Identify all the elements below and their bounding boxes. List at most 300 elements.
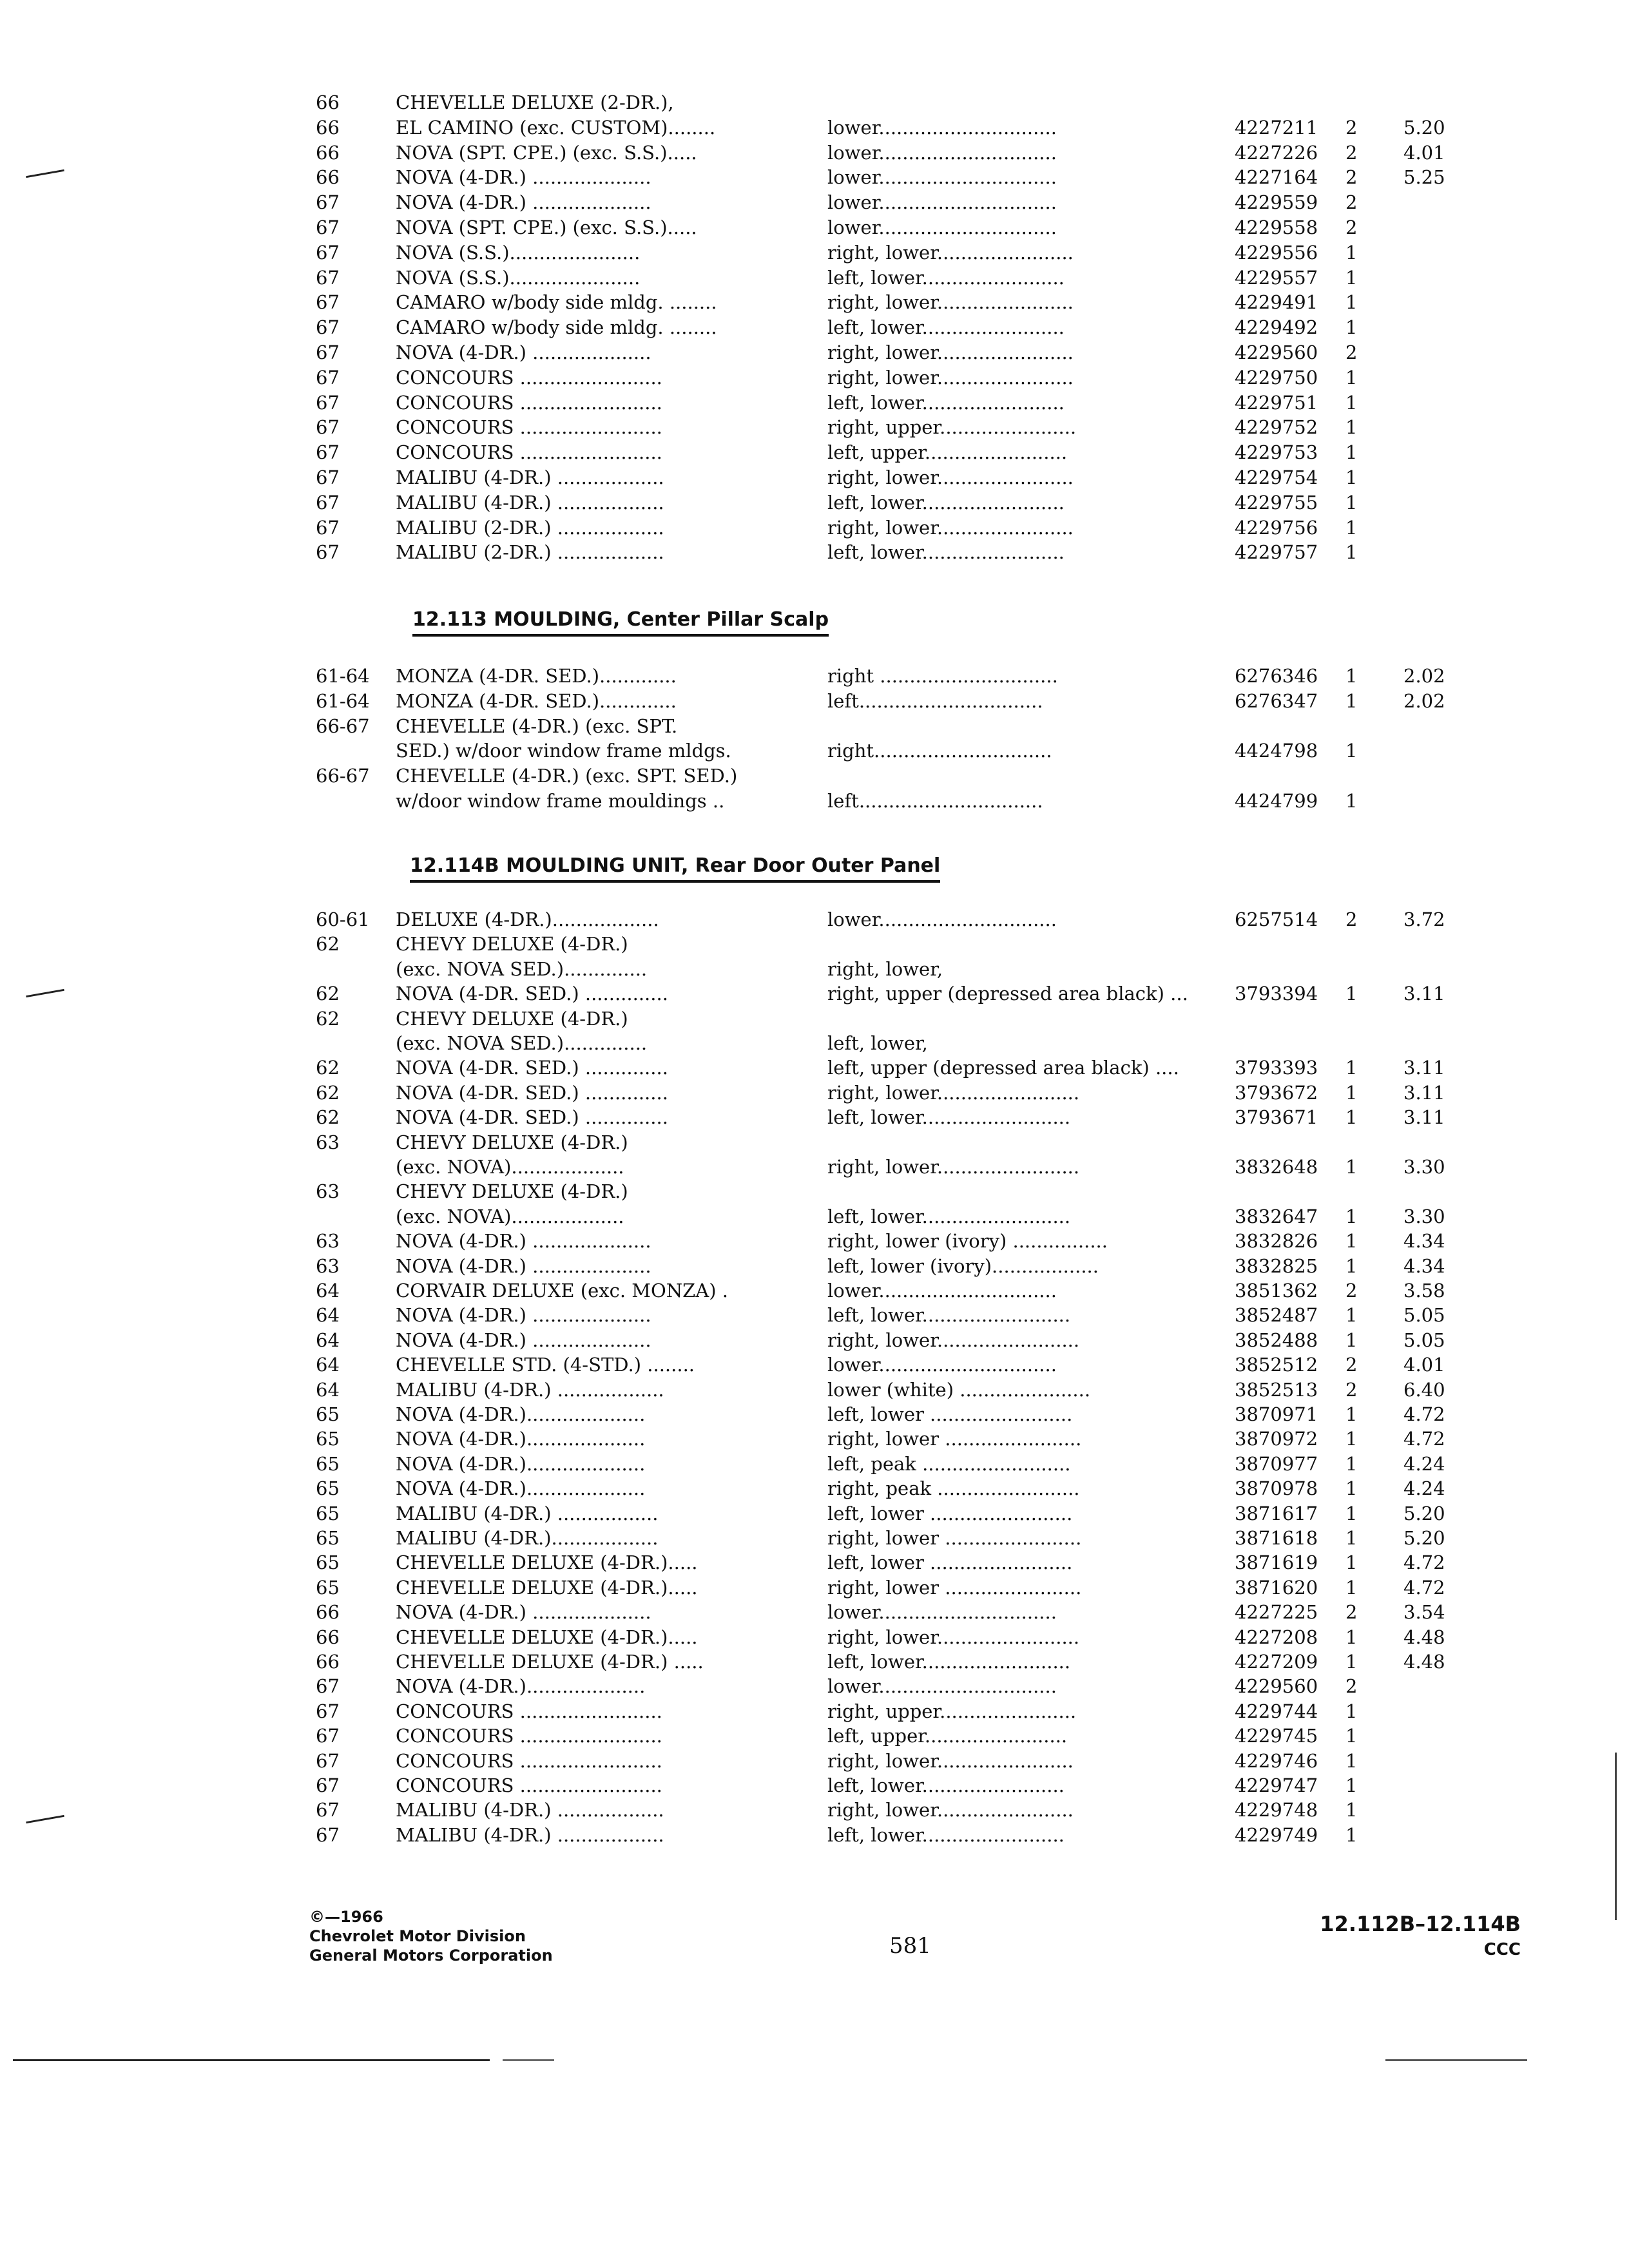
quantity: 1 <box>1345 1255 1358 1277</box>
model-year: 66 <box>316 1651 340 1673</box>
list-price: 4.34 <box>1403 1255 1445 1277</box>
model-year: 62 <box>316 1057 340 1079</box>
part-number: 4227225 <box>1235 1601 1318 1623</box>
page-number: 581 <box>889 1933 931 1959</box>
model-year: 63 <box>316 1180 340 1202</box>
part-number: 3832825 <box>1235 1255 1318 1277</box>
part-description: right.............................. <box>827 740 1052 762</box>
part-description: left, lower........................ <box>827 492 1065 514</box>
model-year: 67 <box>316 1700 340 1722</box>
table-row <box>0 1402 1629 1427</box>
model-name: NOVA (4-DR. SED.) .............. <box>396 1082 668 1104</box>
model-name: NOVA (4-DR.).................... <box>396 1453 646 1475</box>
part-description: right, lower........................ <box>827 1156 1080 1178</box>
table-row <box>0 465 1629 490</box>
model-name: CONCOURS ........................ <box>396 1774 662 1796</box>
model-year: 67 <box>316 1725 340 1747</box>
list-price: 5.20 <box>1403 1527 1445 1549</box>
copyright-line: ©—1966 <box>309 1908 383 1926</box>
table-row <box>0 664 1629 688</box>
model-name: CHEVELLE DELUXE (4-DR.)..... <box>396 1577 698 1599</box>
table-row <box>0 1452 1629 1476</box>
quantity: 1 <box>1345 316 1358 338</box>
quantity: 1 <box>1345 1503 1358 1524</box>
table-row <box>0 1352 1629 1377</box>
quantity: 1 <box>1345 983 1358 1004</box>
table-row <box>0 365 1629 390</box>
quantity: 1 <box>1345 1552 1358 1573</box>
model-name: NOVA (4-DR.).................... <box>396 1403 646 1425</box>
model-year: 61-64 <box>316 665 370 687</box>
part-description: right, lower....................... <box>827 517 1074 539</box>
model-year: 66 <box>316 1601 340 1623</box>
model-name: SED.) w/door window frame mldgs. <box>396 740 731 762</box>
part-number: 4227164 <box>1235 166 1318 188</box>
list-price: 4.72 <box>1403 1577 1445 1599</box>
part-description: left............................... <box>827 690 1043 712</box>
model-year: 67 <box>316 341 340 363</box>
model-year: 67 <box>316 392 340 414</box>
part-number: 3871618 <box>1235 1527 1318 1549</box>
part-description: right .............................. <box>827 665 1058 687</box>
quantity: 1 <box>1345 492 1358 514</box>
model-name: MALIBU (4-DR.) .................. <box>396 1379 664 1401</box>
model-name: CHEVELLE DELUXE (4-DR.)..... <box>396 1552 698 1573</box>
list-price: 5.20 <box>1403 117 1445 139</box>
part-description: right, lower....................... <box>827 341 1074 363</box>
part-number: 4229755 <box>1235 492 1318 514</box>
model-name: MONZA (4-DR. SED.)............. <box>396 690 677 712</box>
part-number: 3851362 <box>1235 1280 1318 1302</box>
part-description: lower.............................. <box>827 1280 1057 1302</box>
table-row <box>0 1476 1629 1501</box>
part-description: lower (white) ...................... <box>827 1379 1091 1401</box>
model-name: CHEVY DELUXE (4-DR.) <box>396 1008 628 1030</box>
list-price: 3.11 <box>1403 1106 1445 1128</box>
corporation-line: General Motors Corporation <box>309 1946 553 1965</box>
quantity: 1 <box>1345 267 1358 289</box>
table-row <box>0 215 1629 240</box>
table-row <box>0 240 1629 265</box>
quantity: 2 <box>1345 216 1358 238</box>
quantity: 1 <box>1345 1700 1358 1722</box>
model-year: 67 <box>316 441 340 463</box>
table-row <box>0 1130 1629 1155</box>
model-name: CHEVELLE STD. (4-STD.) ........ <box>396 1354 695 1376</box>
list-price: 3.54 <box>1403 1601 1445 1623</box>
model-name: CHEVY DELUXE (4-DR.) <box>396 1180 628 1202</box>
quantity: 1 <box>1345 1206 1358 1227</box>
part-number: 3871617 <box>1235 1503 1318 1524</box>
part-description: left, lower ........................ <box>827 1552 1073 1573</box>
table-row <box>0 1674 1629 1698</box>
quantity: 1 <box>1345 517 1358 539</box>
part-description: lower.............................. <box>827 1601 1057 1623</box>
table-row <box>0 1600 1629 1624</box>
part-number: 4229757 <box>1235 541 1318 563</box>
model-year: 67 <box>316 1750 340 1772</box>
table-row <box>0 1550 1629 1575</box>
model-name: MONZA (4-DR. SED.)............. <box>396 665 677 687</box>
model-year: 66 <box>316 117 340 139</box>
part-description: left, lower......................... <box>827 1304 1071 1326</box>
quantity: 1 <box>1345 367 1358 389</box>
part-description: right, peak ........................ <box>827 1477 1080 1499</box>
model-year: 65 <box>316 1428 340 1450</box>
list-price: 3.72 <box>1403 908 1445 930</box>
part-number: 4229751 <box>1235 392 1318 414</box>
model-name: MALIBU (2-DR.) .................. <box>396 541 664 563</box>
model-year: 67 <box>316 367 340 389</box>
model-name: (exc. NOVA SED.).............. <box>396 1032 648 1054</box>
model-name: CHEVY DELUXE (4-DR.) <box>396 933 628 955</box>
quantity: 1 <box>1345 1329 1358 1351</box>
model-year: 67 <box>316 466 340 488</box>
model-name: MALIBU (4-DR.) .................. <box>396 1824 664 1846</box>
table-row <box>0 390 1629 415</box>
model-name: CHEVELLE DELUXE (4-DR.) ..... <box>396 1651 704 1673</box>
list-price: 6.40 <box>1403 1379 1445 1401</box>
part-number: 3852512 <box>1235 1354 1318 1376</box>
table-row <box>0 1031 1629 1055</box>
part-number: 4229754 <box>1235 466 1318 488</box>
model-year: 62 <box>316 1008 340 1030</box>
bottom-rule-right <box>1385 2059 1527 2061</box>
table-row <box>0 689 1629 713</box>
table-row <box>0 190 1629 215</box>
table-row <box>0 1055 1629 1080</box>
part-description: right, lower ....................... <box>827 1527 1082 1549</box>
section-heading-center-pillar-scalp: 12.113 MOULDING, Center Pillar Scalp <box>412 606 829 637</box>
model-name: MALIBU (4-DR.) ................. <box>396 1503 659 1524</box>
model-name: NOVA (4-DR.) .................... <box>396 166 651 188</box>
part-description: left, lower, <box>827 1032 928 1054</box>
list-price: 3.11 <box>1403 1057 1445 1079</box>
model-year: 65 <box>316 1527 340 1549</box>
section-heading-rear-door-outer-panel: 12.114B MOULDING UNIT, Rear Door Outer Panel <box>410 852 940 883</box>
model-name: NOVA (S.S.)...................... <box>396 242 641 264</box>
part-description: right, lower....................... <box>827 291 1074 313</box>
part-description: left, lower......................... <box>827 1651 1071 1673</box>
model-year: 66-67 <box>316 765 370 787</box>
quantity: 1 <box>1345 1304 1358 1326</box>
model-year: 60-61 <box>316 908 370 930</box>
model-year: 67 <box>316 316 340 338</box>
list-price: 2.02 <box>1403 690 1445 712</box>
part-description: lower.............................. <box>827 1354 1057 1376</box>
right-edge-mark <box>1615 1753 1617 1920</box>
list-price: 3.11 <box>1403 983 1445 1004</box>
part-number: 4227208 <box>1235 1626 1318 1648</box>
model-name: MALIBU (4-DR.) .................. <box>396 1799 664 1821</box>
model-year: 64 <box>316 1280 340 1302</box>
model-year: 64 <box>316 1354 340 1376</box>
part-number: 4229557 <box>1235 267 1318 289</box>
model-year: 65 <box>316 1453 340 1475</box>
table-row <box>0 115 1629 140</box>
quantity: 1 <box>1345 541 1358 563</box>
part-description: left, lower........................ <box>827 267 1065 289</box>
model-year: 62 <box>316 1106 340 1128</box>
table-row <box>0 1278 1629 1303</box>
model-name: CONCOURS ........................ <box>396 416 662 438</box>
part-description: lower.............................. <box>827 166 1057 188</box>
part-number: 4229560 <box>1235 341 1318 363</box>
model-name: NOVA (4-DR.) .................... <box>396 1329 651 1351</box>
part-number: 4227209 <box>1235 1651 1318 1673</box>
part-description: right, lower....................... <box>827 367 1074 389</box>
quantity: 2 <box>1345 908 1358 930</box>
model-year: 67 <box>316 267 340 289</box>
model-year: 67 <box>316 416 340 438</box>
quantity: 1 <box>1345 416 1358 438</box>
list-price: 4.48 <box>1403 1626 1445 1648</box>
model-name: CHEVELLE (4-DR.) (exc. SPT. <box>396 715 678 737</box>
table-row <box>0 1798 1629 1822</box>
list-price: 5.05 <box>1403 1304 1445 1326</box>
table-row <box>0 1105 1629 1129</box>
quantity: 2 <box>1345 1601 1358 1623</box>
list-price: 3.58 <box>1403 1280 1445 1302</box>
model-name: DELUXE (4-DR.).................. <box>396 908 659 930</box>
model-name: CHEVELLE (4-DR.) (exc. SPT. SED.) <box>396 765 738 787</box>
quantity: 1 <box>1345 291 1358 313</box>
model-year: 63 <box>316 1131 340 1153</box>
model-year: 62 <box>316 933 340 955</box>
table-row <box>0 315 1629 340</box>
model-name: CONCOURS ........................ <box>396 367 662 389</box>
part-description: right, lower........................ <box>827 1626 1080 1648</box>
quantity: 2 <box>1345 1280 1358 1302</box>
quantity: 1 <box>1345 466 1358 488</box>
model-name: MALIBU (4-DR.) .................. <box>396 466 664 488</box>
table-row <box>0 1427 1629 1451</box>
model-year: 64 <box>316 1329 340 1351</box>
list-price: 4.48 <box>1403 1651 1445 1673</box>
quantity: 2 <box>1345 117 1358 139</box>
part-number: 3870978 <box>1235 1477 1318 1499</box>
model-year: 67 <box>316 291 340 313</box>
quantity: 1 <box>1345 242 1358 264</box>
model-year: 66-67 <box>316 715 370 737</box>
list-price: 3.11 <box>1403 1082 1445 1104</box>
model-name: CONCOURS ........................ <box>396 1750 662 1772</box>
part-description: left, upper........................ <box>827 1725 1068 1747</box>
part-description: right, upper (depressed area black) ... <box>827 983 1188 1004</box>
model-name: NOVA (4-DR.) .................... <box>396 341 651 363</box>
list-price: 4.72 <box>1403 1428 1445 1450</box>
part-number: 4229556 <box>1235 242 1318 264</box>
part-description: lower.............................. <box>827 117 1057 139</box>
part-number: 3832647 <box>1235 1206 1318 1227</box>
table-row <box>0 1749 1629 1773</box>
model-year: 67 <box>316 216 340 238</box>
model-year: 67 <box>316 191 340 213</box>
bottom-rule <box>13 2059 490 2061</box>
part-description: left, upper........................ <box>827 441 1068 463</box>
table-row <box>0 957 1629 981</box>
model-year: 67 <box>316 517 340 539</box>
model-name: NOVA (4-DR.) .................... <box>396 1304 651 1326</box>
table-row <box>0 1575 1629 1600</box>
list-price: 3.30 <box>1403 1156 1445 1178</box>
table-row <box>0 907 1629 932</box>
list-price: 2.02 <box>1403 665 1445 687</box>
part-description: right, upper....................... <box>827 416 1077 438</box>
model-year: 65 <box>316 1403 340 1425</box>
model-year: 62 <box>316 983 340 1004</box>
part-number: 3870972 <box>1235 1428 1318 1450</box>
table-row <box>0 265 1629 290</box>
model-name: w/door window frame mouldings .. <box>396 790 725 812</box>
quantity: 1 <box>1345 1725 1358 1747</box>
part-description: right, lower ....................... <box>827 1577 1082 1599</box>
quantity: 2 <box>1345 191 1358 213</box>
part-description: left, lower........................ <box>827 316 1065 338</box>
part-number: 4229745 <box>1235 1725 1318 1747</box>
list-price: 5.20 <box>1403 1503 1445 1524</box>
model-name: NOVA (4-DR. SED.) .............. <box>396 1106 668 1128</box>
table-row <box>0 1501 1629 1526</box>
model-year: 62 <box>316 1082 340 1104</box>
part-number: 6257514 <box>1235 908 1318 930</box>
model-name: NOVA (4-DR.) .................... <box>396 1601 651 1623</box>
table-row <box>0 415 1629 439</box>
model-name: (exc. NOVA)................... <box>396 1156 624 1178</box>
list-price: 4.72 <box>1403 1403 1445 1425</box>
quantity: 1 <box>1345 740 1358 762</box>
model-year: 67 <box>316 1774 340 1796</box>
model-year: 67 <box>316 1799 340 1821</box>
model-name: NOVA (4-DR.).................... <box>396 1428 646 1450</box>
table-row <box>0 1625 1629 1649</box>
quantity: 1 <box>1345 1527 1358 1549</box>
section-range-block <box>1263 1911 1521 1963</box>
model-name: MALIBU (4-DR.).................. <box>396 1527 659 1549</box>
table-row <box>0 1229 1629 1253</box>
quantity: 1 <box>1345 790 1358 812</box>
part-description: left, lower........................ <box>827 1774 1065 1796</box>
part-number: 3871620 <box>1235 1577 1318 1599</box>
part-number: 4229750 <box>1235 367 1318 389</box>
quantity: 1 <box>1345 1428 1358 1450</box>
part-number: 4229558 <box>1235 216 1318 238</box>
list-price: 4.24 <box>1403 1477 1445 1499</box>
model-year: 67 <box>316 242 340 264</box>
list-price: 4.34 <box>1403 1230 1445 1252</box>
quantity: 1 <box>1345 1453 1358 1475</box>
bottom-rule-dash <box>503 2059 554 2061</box>
quantity: 2 <box>1345 1379 1358 1401</box>
model-name: EL CAMINO (exc. CUSTOM)........ <box>396 117 716 139</box>
model-year: 66 <box>316 166 340 188</box>
list-price: 4.01 <box>1403 142 1445 164</box>
table-row <box>0 1155 1629 1179</box>
model-year: 67 <box>316 492 340 514</box>
model-name: NOVA (SPT. CPE.) (exc. S.S.)..... <box>396 216 697 238</box>
model-year: 66 <box>316 142 340 164</box>
model-name: CONCOURS ........................ <box>396 392 662 414</box>
quantity: 2 <box>1345 1675 1358 1697</box>
table-row <box>0 1204 1629 1229</box>
list-price: 4.24 <box>1403 1453 1445 1475</box>
model-name: CONCOURS ........................ <box>396 1700 662 1722</box>
quantity: 1 <box>1345 441 1358 463</box>
part-number: 3871619 <box>1235 1552 1318 1573</box>
model-year: 63 <box>316 1230 340 1252</box>
part-description: left............................... <box>827 790 1043 812</box>
part-description: left, lower........................ <box>827 541 1065 563</box>
model-name: NOVA (4-DR.) .................... <box>396 1255 651 1277</box>
model-name: NOVA (4-DR.) .................... <box>396 191 651 213</box>
part-description: right, upper....................... <box>827 1700 1077 1722</box>
model-name: (exc. NOVA)................... <box>396 1206 624 1227</box>
list-price: 5.05 <box>1403 1329 1445 1351</box>
part-number: 4229559 <box>1235 191 1318 213</box>
part-number: 3832826 <box>1235 1230 1318 1252</box>
part-description: right, lower....................... <box>827 466 1074 488</box>
division-line: Chevrolet Motor Division <box>309 1927 526 1945</box>
part-description: lower.............................. <box>827 142 1057 164</box>
part-description: right, lower (ivory) ................ <box>827 1230 1108 1252</box>
quantity: 1 <box>1345 1799 1358 1821</box>
table-row <box>0 738 1629 763</box>
table-row <box>0 140 1629 165</box>
quantity: 2 <box>1345 142 1358 164</box>
part-description: right, lower ....................... <box>827 1428 1082 1450</box>
list-price: 4.72 <box>1403 1552 1445 1573</box>
quantity: 1 <box>1345 1626 1358 1648</box>
part-number: 4229756 <box>1235 517 1318 539</box>
quantity: 1 <box>1345 1651 1358 1673</box>
part-number: 3852487 <box>1235 1304 1318 1326</box>
table-row <box>0 1081 1629 1105</box>
table-row <box>0 981 1629 1006</box>
model-year: 65 <box>316 1503 340 1524</box>
part-number: 3852488 <box>1235 1329 1318 1351</box>
model-name: (exc. NOVA SED.).............. <box>396 958 648 980</box>
model-year: 63 <box>316 1255 340 1277</box>
part-number: 6276346 <box>1235 665 1318 687</box>
part-description: left, lower........................ <box>827 392 1065 414</box>
table-row <box>0 932 1629 956</box>
part-description: lower.............................. <box>827 191 1057 213</box>
part-number: 3793393 <box>1235 1057 1318 1079</box>
quantity: 1 <box>1345 665 1358 687</box>
list-price: 5.25 <box>1403 166 1445 188</box>
part-number: 4229752 <box>1235 416 1318 438</box>
table-row <box>0 1526 1629 1550</box>
part-description: right, lower....................... <box>827 242 1074 264</box>
table-row <box>0 1699 1629 1724</box>
quantity: 2 <box>1345 166 1358 188</box>
part-number: 3832648 <box>1235 1156 1318 1178</box>
table-row <box>0 1823 1629 1847</box>
table-row <box>0 340 1629 365</box>
part-description: left, peak ......................... <box>827 1453 1071 1475</box>
table-row <box>0 1006 1629 1031</box>
quantity: 2 <box>1345 1354 1358 1376</box>
part-description: left, lower......................... <box>827 1106 1071 1128</box>
model-year: 64 <box>316 1304 340 1326</box>
quantity: 2 <box>1345 341 1358 363</box>
part-description: left, lower ........................ <box>827 1503 1073 1524</box>
catalog-code: CCC <box>1483 1940 1521 1959</box>
model-name: CONCOURS ........................ <box>396 1725 662 1747</box>
part-number: 4229491 <box>1235 291 1318 313</box>
part-number: 4229744 <box>1235 1700 1318 1722</box>
part-number: 3793672 <box>1235 1082 1318 1104</box>
